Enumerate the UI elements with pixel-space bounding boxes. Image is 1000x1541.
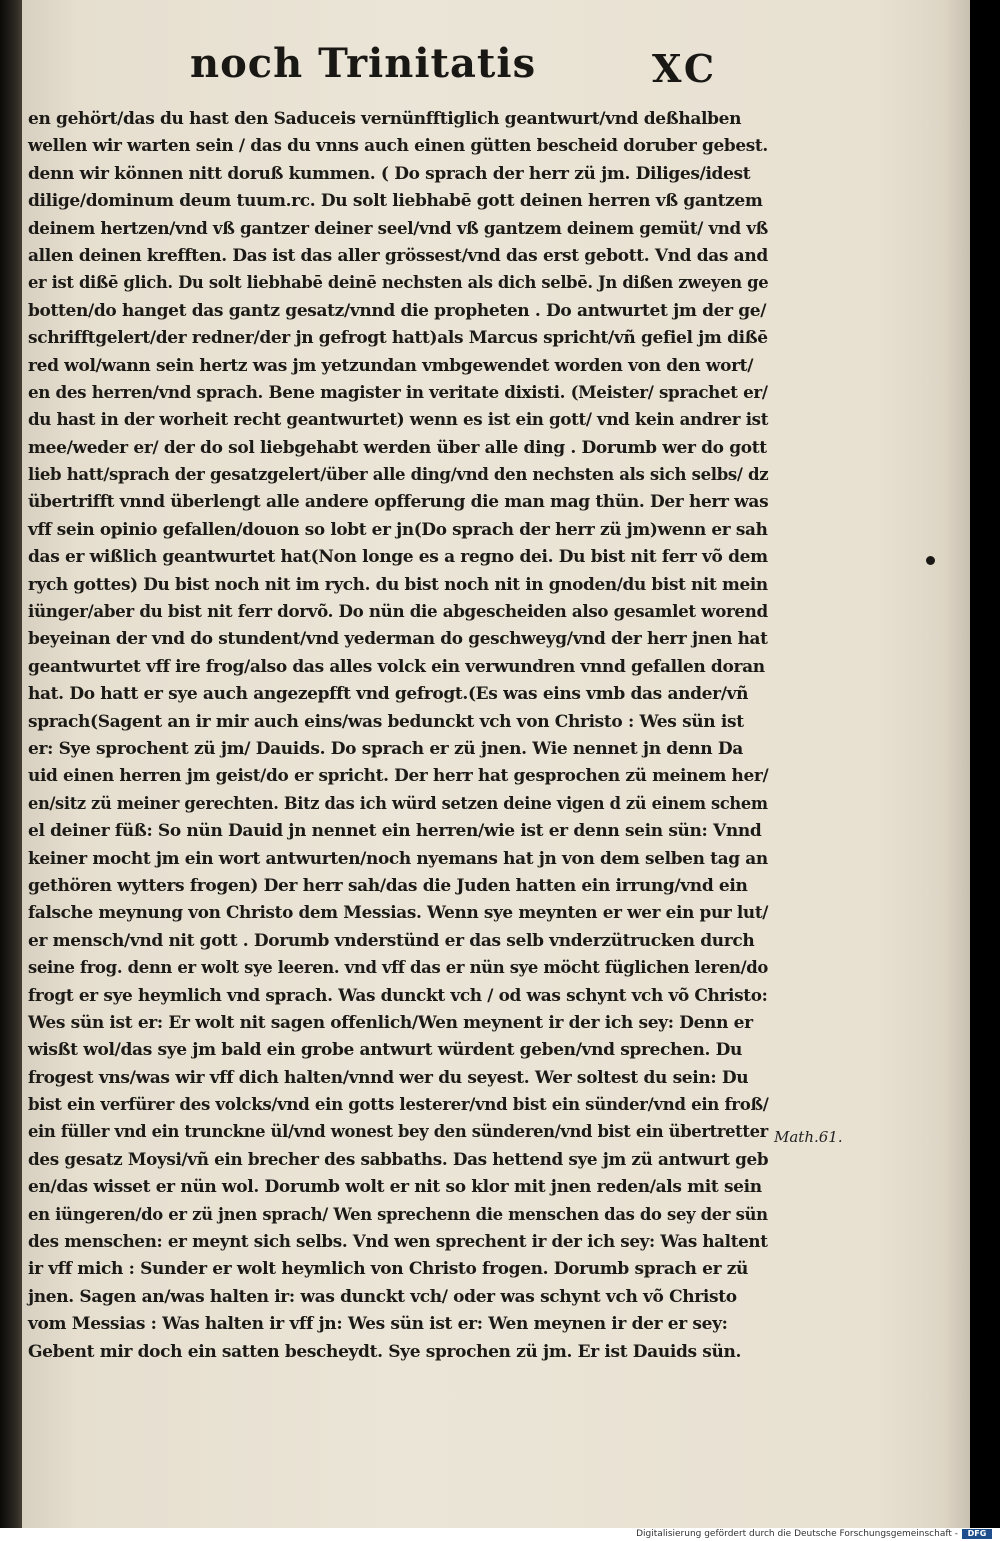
text-line: übertrifft vnnd überlengt alle andere opfferung die man mag thün. Der herr was — [28, 492, 769, 513]
text-line: Wes sün ist er: Er wolt nit sagen offenlich/Wen meynent ir der ich sey: Denn er — [28, 1012, 753, 1033]
text-line: en/sitz zü meiner gerechten. Bitz das ich würd setzen deine vigen d zü einem schem — [28, 793, 768, 814]
dfg-logo-icon: DFG — [962, 1529, 992, 1539]
text-line: en des herren/vnd sprach. Bene magister in veritate dixisti. (Meister/ sprachet er/ — [28, 382, 768, 403]
text-line: frogt er sye heymlich vnd sprach. Was dunckt vch / od was schynt vch võ Christo: — [28, 985, 768, 1006]
text-line: lieb hatt/sprach der gesatzgelert/über alle ding/vnd den nechsten als sich selbs/ dz — [28, 465, 769, 486]
marginal-note: Math.61. — [774, 1128, 843, 1146]
text-line: wisßt wol/das sye jm bald ein grobe antwurt würdent geben/vnd sprechen. Du — [28, 1040, 743, 1061]
text-line: botten/do hanget das gantz gesatz/vnnd die propheten . Do antwurtet jm der ge/ — [28, 300, 767, 321]
text-line: geantwurtet vff ire frog/also das alles volck ein verwundren vnnd gefallen doran — [28, 656, 765, 677]
ink-dot — [926, 556, 935, 565]
text-line: uid einen herren jm geist/do er spricht. Der herr hat gesprochen zü meinem her/ — [28, 766, 769, 787]
text-line: allen deinen krefften. Das ist das aller grössest/vnd das erst gebott. Vnd das and — [28, 245, 768, 266]
text-line: deinem hertzen/vnd vß gantzer deiner seel/vnd vß gantzem deinem gemüt/ vnd vß — [28, 218, 768, 239]
scan-border — [0, 0, 24, 1541]
book-page — [22, 0, 970, 1528]
text-line: das er wißlich geantwurtet hat(Non longe es a regno dei. Du bist nit ferr võ dem — [28, 547, 768, 568]
text-line: hat. Do hatt er sye auch angezepfft vnd gefrogt.(Es was eins vmb das ander/vñ — [28, 684, 749, 705]
text-line: gethören wytters frogen) Der herr sah/das die Juden hatten ein irrung/vnd ein — [28, 875, 748, 896]
text-line: er mensch/vnd nit gott . Dorumb vnderstünd er das selb vnderzütrucken durch — [28, 930, 755, 951]
text-line: des menschen: er meynt sich selbs. Vnd wen sprechent ir der ich sey: Was haltent — [28, 1232, 768, 1253]
text-line: en/das wisset er nün wol. Dorumb wolt er nit so klor mit jnen reden/als mit sein — [28, 1177, 762, 1198]
text-line: dilige/dominum deum tuum.rc. Du solt liebhabē gott deinen herren vß gantzem — [28, 191, 763, 212]
text-line: red wol/wann sein hertz was jm yetzundan vmbgewendet worden von den wort/ — [28, 355, 754, 376]
text-line: vff sein opinio gefallen/douon so lobt er jn(Do sprach der herr zü jm)wenn er sah — [28, 519, 768, 540]
text-line: Gebent mir doch ein satten bescheydt. Sye sprochen zü jm. Er ist Dauids sün. — [28, 1341, 742, 1362]
running-head: noch Trinitatis — [190, 40, 537, 87]
funding-credit: Digitalisierung gefördert durch die Deutsche Forschungsgemeinschaft - — [636, 1529, 958, 1539]
text-line: en iüngeren/do er zü jnen sprach/ Wen sprechenn die menschen das do sey der sün — [28, 1204, 768, 1225]
text-line: jnen. Sagen an/was halten ir: was dunckt vch/ oder was schynt vch võ Christo — [28, 1286, 737, 1307]
text-line: ir vff mich : Sunder er wolt heymlich von Christo frogen. Dorumb sprach er zü — [28, 1259, 749, 1280]
text-line: ein füller vnd ein trunckne ül/vnd wonest bey den sünderen/vnd bist ein übertretter — [28, 1122, 768, 1143]
text-line: beyeinan der vnd do stundent/vnd yederman do geschweyg/vnd der herr jnen hat — [28, 629, 768, 650]
text-line: seine frog. denn er wolt sye leeren. vnd vff das er nün sye möcht füglichen leren/do — [28, 958, 769, 979]
text-line: wellen wir warten sein / das du vnns auch einen gütten bescheid doruber gebest. — [28, 136, 768, 157]
body-text — [28, 106, 768, 1366]
text-line: rych gottes) Du bist noch nit im rych. du bist noch nit in gnoden/du bist nit mein — [28, 574, 768, 595]
text-line: falsche meynung von Christo dem Messias. Wenn sye meynten er wer ein pur lut/ — [28, 903, 769, 924]
text-line: er: Sye sprochent zü jm/ Dauids. Do sprach er zü jnen. Wie nennet jn denn Da — [28, 738, 743, 759]
text-line: en gehört/das du hast den Saduceis vernünfftiglich geantwurt/vnd deßhalben — [28, 109, 742, 129]
text-line: vom Messias : Was halten ir vff jn: Wes sün ist er: Wen meynen ir der er sey: — [28, 1314, 728, 1335]
text-line: frogest vns/was wir vff dich halten/vnnd wer du seyest. Wer soltest du sein: Du — [28, 1067, 749, 1088]
text-line: sprach(Sagent an ir mir auch eins/was bedunckt vch von Christo : Wes sün ist — [28, 711, 744, 732]
text-line: schrifftgelert/der redner/der jn gefrogt hatt)als Marcus spricht/vñ gefiel jm dißē — [28, 328, 768, 349]
text-line: er ist dißē glich. Du solt liebhabē deinē nechsten als dich selbē. Jn dißen zweyen ge — [28, 273, 769, 294]
text-line: el deiner füß: So nün Dauid jn nennet ein herren/wie ist er denn sein sün: Vnnd — [28, 821, 762, 842]
text-line: keiner mocht jm ein wort antwurten/noch nyemans hat jn von dem selben tag an — [28, 848, 768, 869]
text-line: mee/weder er/ der do sol liebgehabt werden über alle ding . Dorumb wer do gott — [28, 437, 767, 458]
text-line: iünger/aber du bist nit ferr dorvõ. Do nün die abgescheiden also gesamlet worend — [28, 602, 768, 623]
text-line: du hast in der worheit recht geantwurtet) wenn es ist ein gott/ vnd kein andrer ist — [28, 410, 769, 431]
text-line: denn wir können nitt doruß kummen. ( Do sprach der herr zü jm. Diliges/idest — [28, 163, 751, 184]
text-line: bist ein verfürer des volcks/vnd ein gotts lesterer/vnd bist ein sünder/vnd ein froß/ — [28, 1095, 769, 1116]
folio-number: XC — [652, 46, 718, 91]
text-line: des gesatz Moysi/vñ ein brecher des sabbaths. Das hettend sye jm zü antwurt geb — [28, 1149, 769, 1170]
